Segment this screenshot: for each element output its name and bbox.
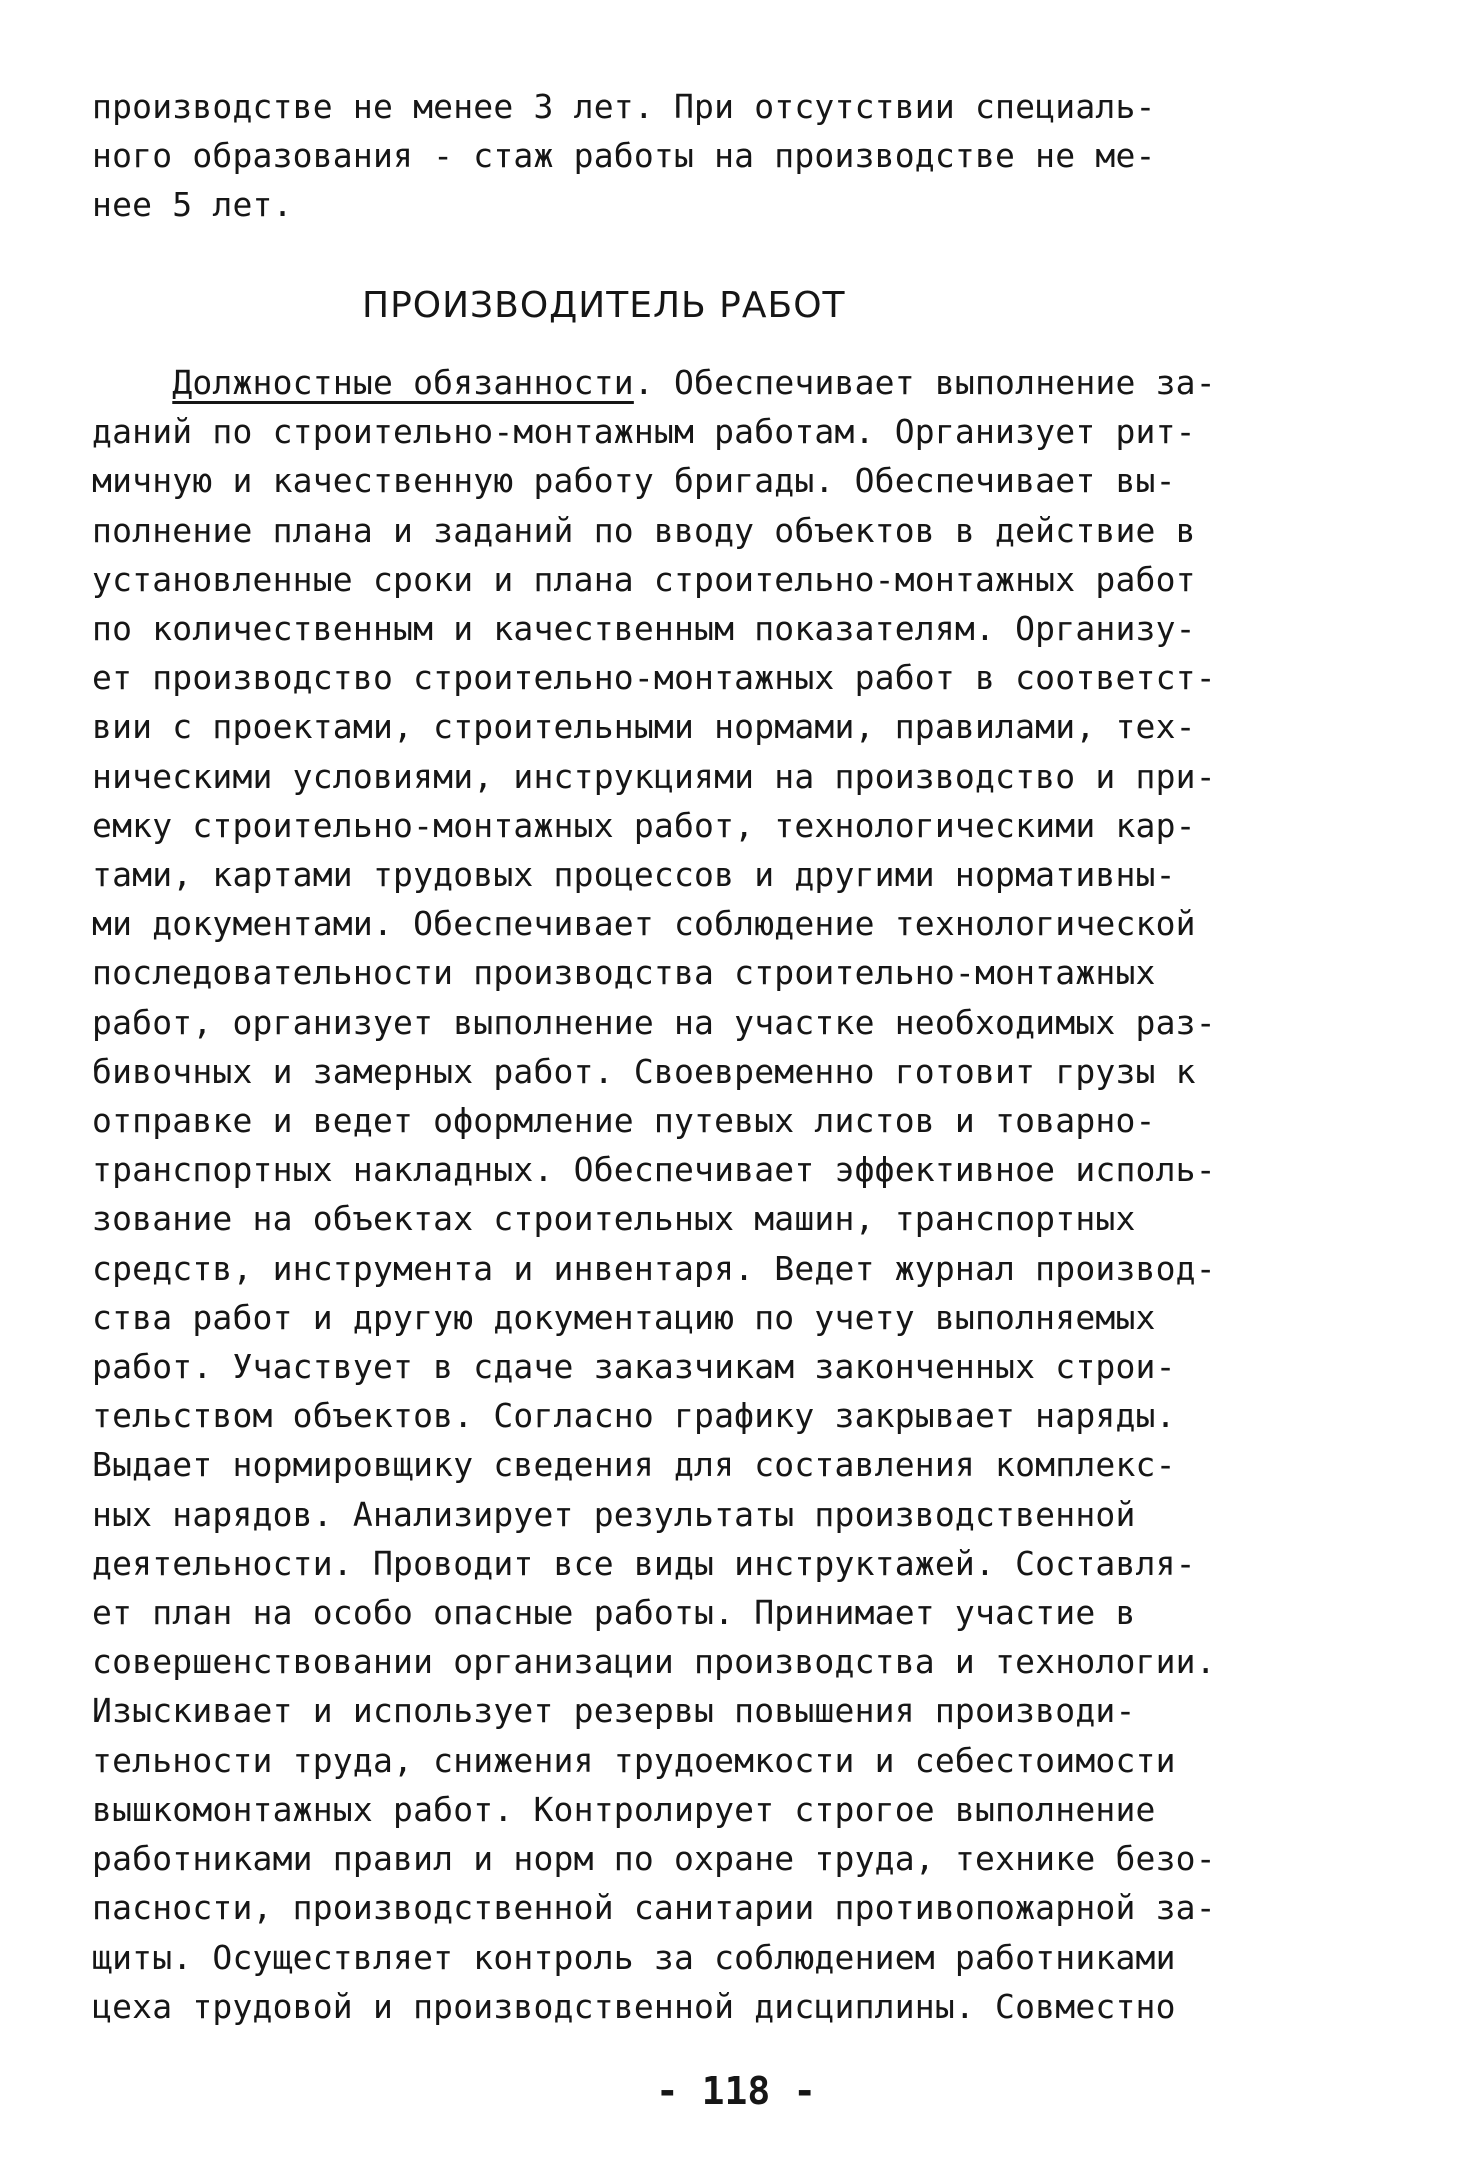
- text-line: щиты. Осуществляет контроль за соблюдением работниками: [92, 1937, 1176, 1977]
- text-line: отправке и ведет оформление путевых листов и товарно-: [92, 1101, 1156, 1141]
- text-line: ет план на особо опасные работы. Принимает участие в: [92, 1593, 1136, 1633]
- text-line: установленные сроки и плана строительно-монтажных работ: [92, 559, 1196, 599]
- text-line: нее 5 лет.: [92, 185, 293, 224]
- text-line: ническими условиями, инструкциями на производство и при-: [92, 756, 1216, 796]
- text-line: ного образования - стаж работы на производстве не ме-: [92, 136, 1156, 175]
- text-line: вышкомонтажных работ. Контролирует строгое выполнение: [92, 1789, 1156, 1829]
- text-line: транспортных накладных. Обеспечивает эффективное исполь-: [92, 1150, 1216, 1190]
- text-line: цеха трудовой и производственной дисциплины. Совместно: [92, 1986, 1176, 2026]
- text-line: пасности, производственной санитарии противопожарной за-: [92, 1888, 1216, 1928]
- first-line-rest: . Обеспечивает выполнение за-: [633, 363, 1216, 402]
- duties-label: Должностные обязанности: [172, 363, 634, 402]
- text-line: по количественным и качественным показателям. Организу-: [92, 609, 1196, 649]
- text-line: работ. Участвует в сдаче заказчикам законченных строи-: [92, 1347, 1176, 1387]
- text-line: деятельности. Проводит все виды инструктажей. Составля-: [92, 1543, 1196, 1583]
- text-line: вии с проектами, строительными нормами, правилами, тех-: [92, 707, 1196, 747]
- text-line: ет производство строительно-монтажных работ в соответст-: [92, 658, 1216, 698]
- text-line: производстве не менее 3 лет. При отсутствии специаль-: [92, 87, 1156, 126]
- text-line: тами, картами трудовых процессов и другими нормативны-: [92, 855, 1176, 895]
- text-line: зование на объектах строительных машин, транспортных: [92, 1199, 1136, 1239]
- text-line: ных нарядов. Анализирует результаты производственной: [92, 1494, 1136, 1534]
- text-line: тельством объектов. Согласно графику закрывает наряды.: [92, 1396, 1176, 1436]
- text-line: мичную и качественную работу бригады. Обеспечивает вы-: [92, 461, 1176, 501]
- text-line: Изыскивает и использует резервы повышения производи-: [92, 1691, 1136, 1731]
- text-line: емку строительно-монтажных работ, технологическими кар-: [92, 805, 1196, 845]
- text-line-first: [92, 358, 1392, 407]
- text-line: Выдает нормировщику сведения для составления комплекс-: [92, 1445, 1176, 1485]
- text-line: полнение плана и заданий по вводу объектов в действие в: [92, 510, 1196, 550]
- text-line: ми документами. Обеспечивает соблюдение технологической: [92, 904, 1196, 944]
- text-line: ства работ и другую документацию по учету выполняемых: [92, 1297, 1156, 1337]
- section-title: ПРОИЗВОДИТЕЛЬ РАБОТ: [362, 285, 846, 326]
- text-line: бивочных и замерных работ. Своевременно готовит грузы к: [92, 1051, 1196, 1091]
- text-line: средств, инструмента и инвентаря. Ведет журнал производ-: [92, 1248, 1216, 1288]
- text-line: совершенствовании организации производства и технологии.: [92, 1642, 1216, 1682]
- text-line: последовательности производства строительно-монтажных: [92, 953, 1156, 993]
- text-line: работ, организует выполнение на участке необходимых раз-: [92, 1002, 1216, 1042]
- text-line: тельности труда, снижения трудоемкости и себестоимости: [92, 1740, 1176, 1780]
- text-line: работниками правил и норм по охране труда, технике безо-: [92, 1839, 1216, 1879]
- duties-paragraph: [92, 358, 1392, 2031]
- text-line: даний по строительно-монтажным работам. Организует рит-: [92, 412, 1196, 452]
- intro-paragraph: [92, 82, 1382, 229]
- page-number: - 118 -: [655, 2069, 817, 2113]
